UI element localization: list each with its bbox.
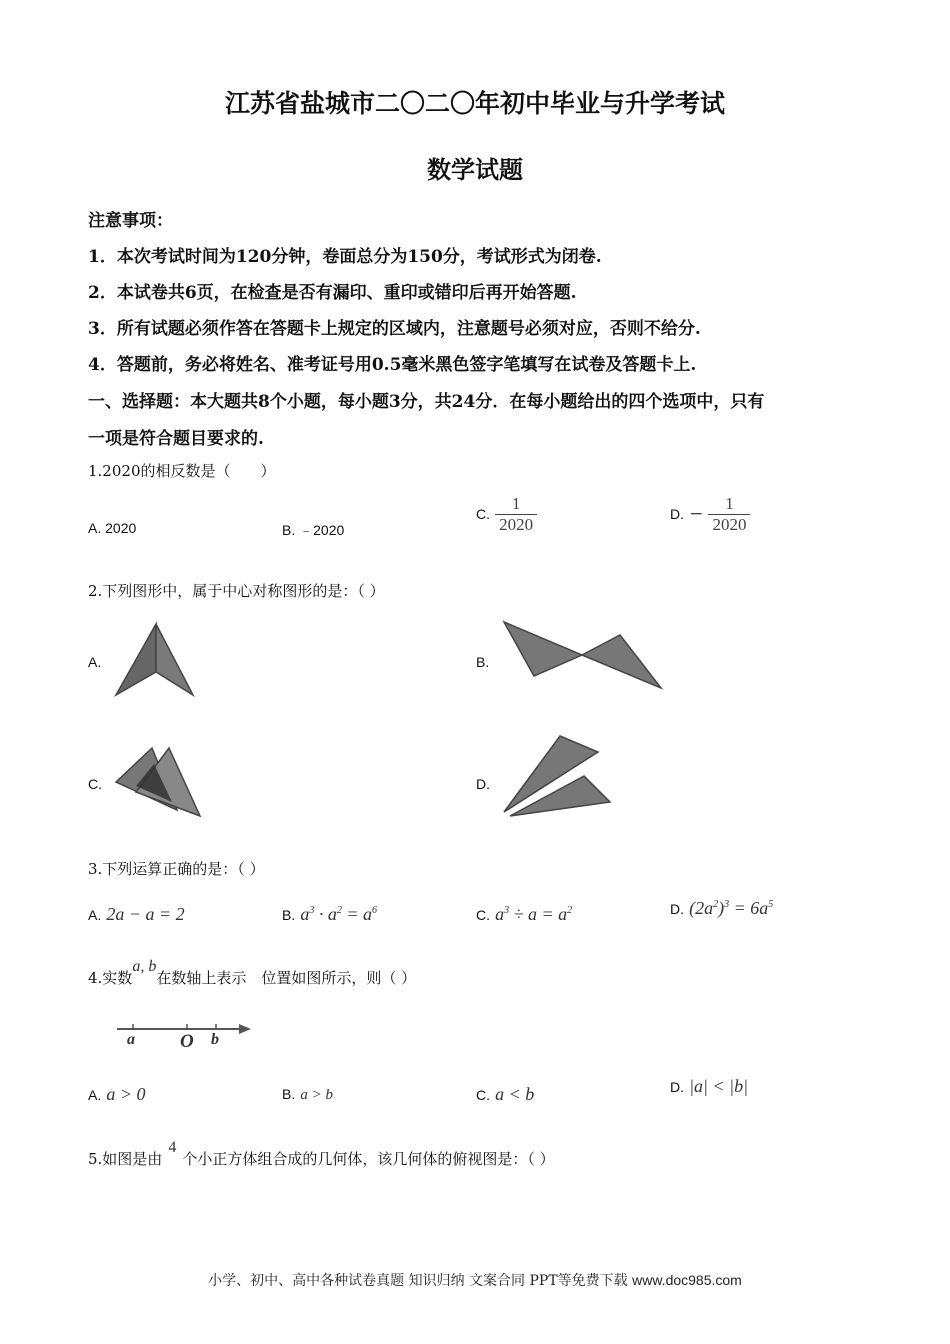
q5-stem-pre: 5.如图是由 xyxy=(88,1150,163,1168)
q3-option-d-label: D. xyxy=(670,901,684,917)
q1-option-c-fraction xyxy=(495,494,537,535)
q4-stem-vars: a, b xyxy=(132,958,157,975)
exponent: 2 xyxy=(567,905,573,916)
notice-heading: 注意事项： xyxy=(88,211,173,231)
minus-sign: − xyxy=(689,504,704,524)
page-title: 江苏省盐城市二〇二〇年初中毕业与升学考试 xyxy=(224,89,725,118)
operator: ÷ a = a xyxy=(509,904,568,924)
q4-stem xyxy=(88,958,417,988)
page-subtitle: 数学试题 xyxy=(427,155,523,184)
q2-figure-c xyxy=(112,744,207,819)
q3-option-b-expr xyxy=(300,904,377,924)
q4-option-b xyxy=(282,1084,333,1104)
q1-option-d-fraction xyxy=(708,494,750,535)
axis-label-a: a xyxy=(127,1031,135,1048)
equals: = a xyxy=(341,904,372,924)
section-heading-cont: 一项是符合题目要求的. xyxy=(88,429,264,449)
axis-label-origin: O xyxy=(180,1031,194,1052)
q4-option-c-label: C. xyxy=(476,1087,490,1103)
q4-stem-post: 在数轴上表示 位置如图所示，则（ ） xyxy=(156,969,417,987)
q1-option-b: B. ﹣2020 xyxy=(282,522,345,538)
operator: · a xyxy=(314,904,337,924)
q1-stem: 1.2020的相反数是（ ） xyxy=(88,462,276,480)
footer-link[interactable]: www.doc985.com xyxy=(632,1272,742,1288)
exponent: 3 xyxy=(724,899,730,910)
q3-option-a-expr: 2a − a = 2 xyxy=(106,904,185,924)
q5-stem xyxy=(88,1139,555,1169)
q3-option-b xyxy=(282,904,377,925)
q1-option-a: A. 2020 xyxy=(88,520,137,536)
q1-option-d xyxy=(670,494,750,535)
q4-option-b-label: B. xyxy=(282,1086,296,1102)
base: a xyxy=(495,904,505,924)
q4-option-d xyxy=(670,1076,748,1097)
q3-option-a xyxy=(88,904,185,925)
q2-figure-a xyxy=(112,620,202,700)
exponent: 2 xyxy=(336,905,342,916)
exponent: 5 xyxy=(768,899,774,910)
axis-label-b: b xyxy=(211,1031,219,1048)
section-heading: 一、选择题：本大题共8个小题，每小题3分，共24分．在每小题给出的四个选项中，只有 xyxy=(88,392,765,412)
q1-option-c xyxy=(476,494,537,535)
q3-option-b-label: B. xyxy=(282,907,296,923)
q2-option-c: C. xyxy=(88,776,102,792)
paren-close: ) xyxy=(718,898,725,918)
exponent: 3 xyxy=(309,905,315,916)
q4-stem-pre: 4.实数 xyxy=(88,969,133,987)
notice-item-1: 1．本次考试时间为120分钟，卷面总分为150分，考试形式为闭卷. xyxy=(88,247,602,267)
footer-text: 小学、初中、高中各种试卷真题 知识归纳 文案合同 PPT等免费下载 xyxy=(208,1273,628,1289)
q3-option-c-expr xyxy=(495,904,572,924)
q4-option-a-label: A. xyxy=(88,1087,102,1103)
q4-option-d-label: D. xyxy=(670,1079,684,1095)
exponent: 3 xyxy=(504,905,510,916)
equals: = 6a xyxy=(729,898,769,918)
exponent: 6 xyxy=(371,905,377,916)
q3-option-a-label: A. xyxy=(88,907,102,923)
fraction-numerator: 1 xyxy=(511,494,521,513)
q4-option-b-expr: a > b xyxy=(300,1087,333,1103)
fraction-numerator: 1 xyxy=(725,494,734,513)
fraction-denominator: 2020 xyxy=(708,514,750,535)
notice-item-4: 4．答题前，务必将姓名、准考证号用0.5毫米黑色签字笔填写在试卷及答题卡上. xyxy=(88,355,697,375)
q3-option-d-expr xyxy=(689,898,773,918)
q4-option-c-expr: a < b xyxy=(495,1084,535,1104)
fraction-denominator: 2020 xyxy=(495,514,537,535)
notice-item-2: 2．本试卷共6页，在检查是否有漏印、重印或错印后再开始答题. xyxy=(88,283,577,303)
paren-open: (2a xyxy=(689,898,714,918)
q3-option-c-label: C. xyxy=(476,907,490,923)
page-footer xyxy=(0,1270,950,1290)
notice-item-3: 3．所有试题必须作答在答题卡上规定的区域内，注意题号必须对应，否则不给分. xyxy=(88,319,701,339)
q2-figure-b xyxy=(500,618,670,693)
q5-stem-post: 个小正方体组合成的几何体，该几何体的俯视图是：（ ） xyxy=(182,1150,555,1168)
q2-option-d: D. xyxy=(476,776,490,792)
q5-stem-number: 4 xyxy=(168,1139,177,1156)
q2-option-b: B. xyxy=(476,654,490,670)
exponent: 2 xyxy=(713,899,719,910)
q3-stem: 3.下列运算正确的是：（ ） xyxy=(88,860,265,878)
q2-figure-d xyxy=(500,732,620,822)
q3-option-d xyxy=(670,898,773,919)
q4-option-c xyxy=(476,1084,534,1105)
base: a xyxy=(300,904,310,924)
q2-stem: 2.下列图形中，属于中心对称图形的是：（ ） xyxy=(88,582,385,600)
q1-option-d-label: D. xyxy=(670,506,684,522)
q1-option-c-label: C. xyxy=(476,506,490,522)
q4-option-d-expr: |a| < |b| xyxy=(689,1076,749,1096)
q3-option-c xyxy=(476,904,572,925)
q4-option-a-expr: a > 0 xyxy=(106,1084,146,1104)
q4-option-a xyxy=(88,1084,145,1105)
q2-option-a: A. xyxy=(88,654,102,670)
